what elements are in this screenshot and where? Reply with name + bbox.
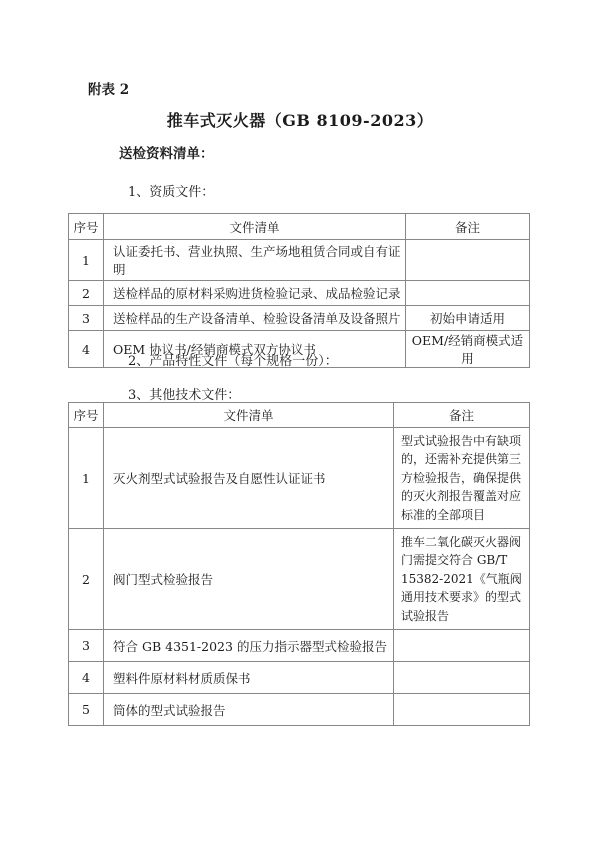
row-number-cell: 4 xyxy=(69,331,104,368)
table-row xyxy=(69,428,530,529)
doc-cell: OEM 协议书/经销商模式双方协议书 xyxy=(104,331,406,368)
row-number-cell: 3 xyxy=(69,630,104,662)
table-row xyxy=(69,240,530,281)
note-cell xyxy=(394,630,530,662)
table-row xyxy=(69,281,530,306)
qualification-files-table xyxy=(68,213,530,368)
doc-cell: 认证委托书、营业执照、生产场地租赁合同或自有证明 xyxy=(104,240,406,281)
note-cell: 初始申请适用 xyxy=(406,306,530,331)
row-number-cell: 2 xyxy=(69,529,104,630)
table-row xyxy=(69,529,530,630)
list-item-other-technical-files: 3、其他技术文件： xyxy=(128,388,241,403)
doc-cell: 送检样品的原材料采购进货检验记录、成品检验记录 xyxy=(104,281,406,306)
doc-cell: 灭火剂型式试验报告及自愿性认证证书 xyxy=(104,428,394,529)
header-note: 备注 xyxy=(394,403,530,428)
header-no: 序号 xyxy=(69,214,104,240)
row-number-cell: 1 xyxy=(69,428,104,529)
section-heading-materials-list: 送检资料清单： xyxy=(119,146,214,162)
table-row xyxy=(69,662,530,694)
table-row xyxy=(69,630,530,662)
table-row xyxy=(69,694,530,726)
header-doc-list: 文件清单 xyxy=(104,403,394,428)
header-note: 备注 xyxy=(406,214,530,240)
note-cell xyxy=(406,240,530,281)
row-number-cell: 2 xyxy=(69,281,104,306)
doc-cell: 送检样品的生产设备清单、检验设备清单及设备照片 xyxy=(104,306,406,331)
doc-cell: 阀门型式检验报告 xyxy=(104,529,394,630)
note-cell: 型式试验报告中有缺项的，还需补充提供第三方检验报告，确保提供的灭火剂报告覆盖对应标准的全部项目 xyxy=(394,428,530,529)
header-no: 序号 xyxy=(69,403,104,428)
list-item-qualification-files: 1、资质文件： xyxy=(128,185,215,200)
doc-cell: 符合 GB 4351-2023 的压力指示器型式检验报告 xyxy=(104,630,394,662)
note-cell xyxy=(394,694,530,726)
document-title: 推车式灭火器（GB 8109-2023） xyxy=(166,111,434,130)
note-cell: OEM/经销商模式适用 xyxy=(406,331,530,368)
note-cell xyxy=(406,281,530,306)
table-header-row xyxy=(69,403,530,428)
row-number-cell: 1 xyxy=(69,240,104,281)
row-number-cell: 3 xyxy=(69,306,104,331)
doc-cell: 塑料件原材料材质质保书 xyxy=(104,662,394,694)
table-row xyxy=(69,306,530,331)
row-number-cell: 5 xyxy=(69,694,104,726)
list-item-product-characteristic-files: 2、产品特性文件（每个规格一份）： xyxy=(128,354,338,369)
header-doc-list: 文件清单 xyxy=(104,214,406,240)
row-number-cell: 4 xyxy=(69,662,104,694)
appendix-label: 附表 2 xyxy=(88,82,130,98)
doc-cell: 筒体的型式试验报告 xyxy=(104,694,394,726)
note-cell xyxy=(394,662,530,694)
other-technical-files-table xyxy=(68,402,530,726)
table-header-row xyxy=(69,214,530,240)
note-cell: 推车二氧化碳灭火器阀门需提交符合 GB/T 15382-2021《气瓶阀通用技术要求》的型式试验报告 xyxy=(394,529,530,630)
